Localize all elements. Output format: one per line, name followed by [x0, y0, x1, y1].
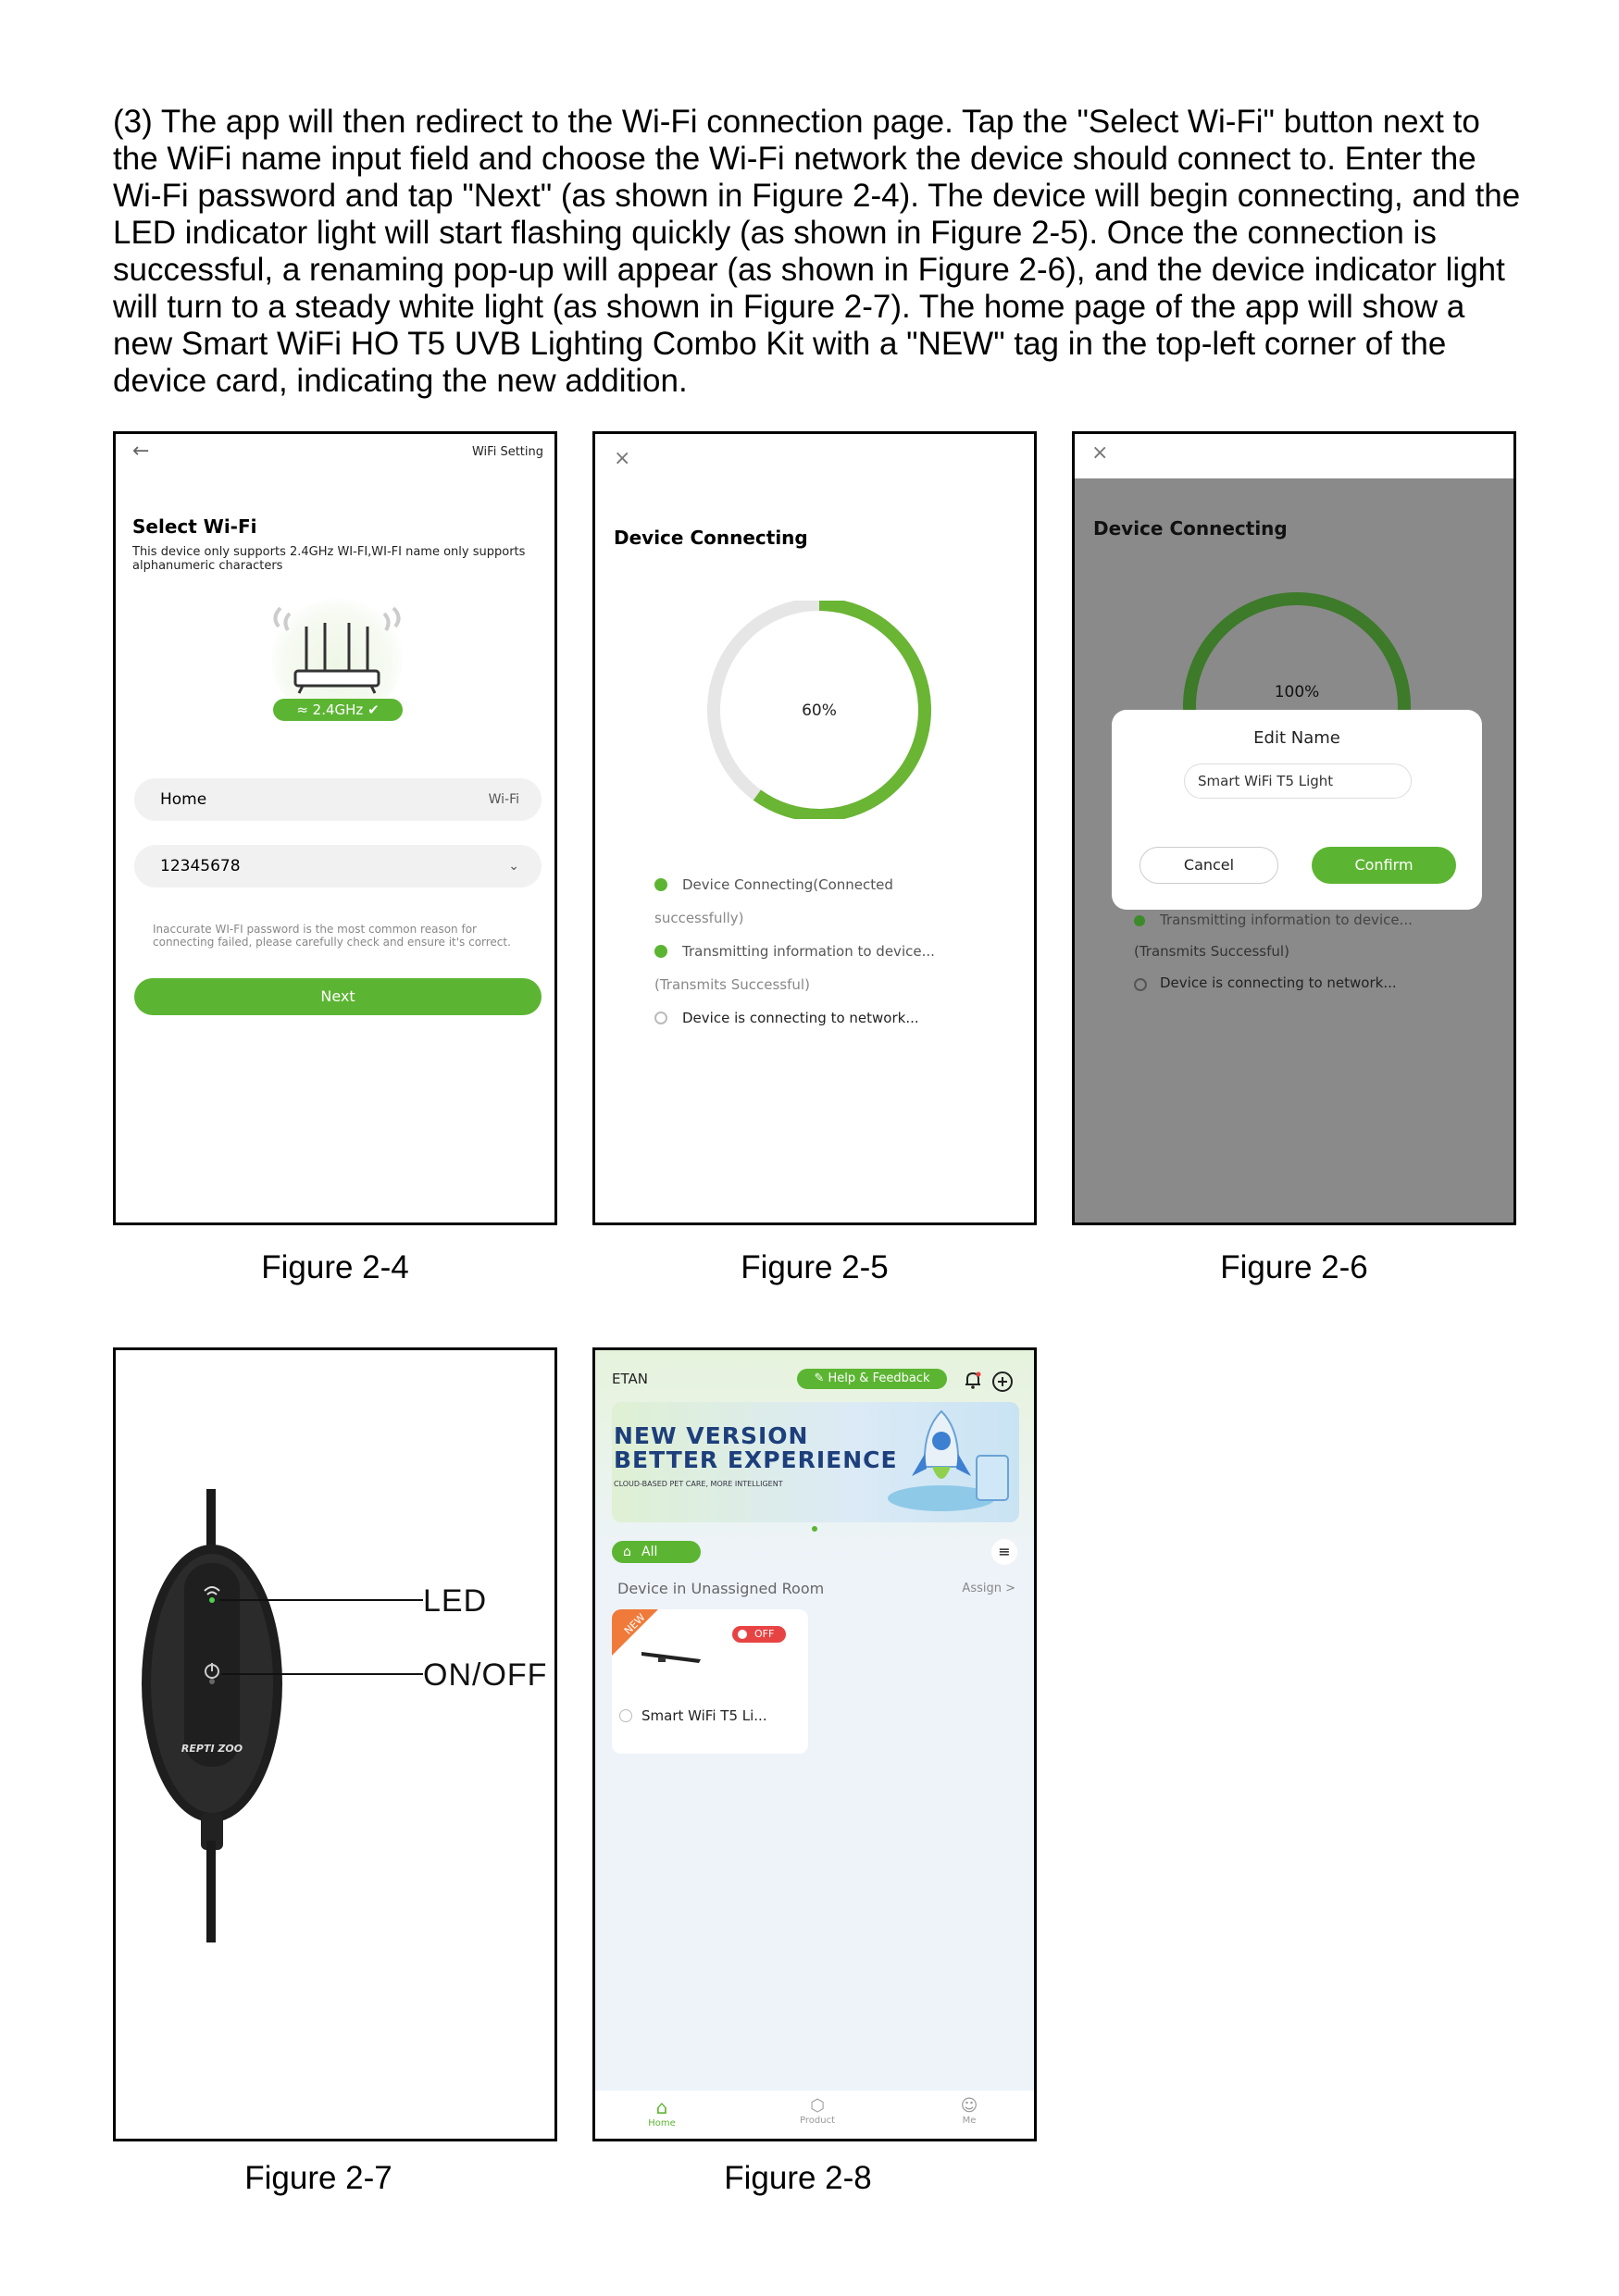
wifi-password-field[interactable]	[134, 845, 542, 887]
figure-2-4-wifi-setting	[113, 431, 557, 1225]
wifi-name-value: Home	[160, 790, 207, 809]
device-connecting-heading: Device Connecting	[1093, 517, 1288, 540]
cancel-button[interactable]: Cancel	[1140, 847, 1278, 884]
progress-ring	[699, 601, 940, 819]
dialog-title: Edit Name	[1253, 728, 1340, 748]
loading-icon	[1134, 978, 1147, 991]
figure-2-7-controller	[113, 1347, 557, 2141]
tab-me[interactable]: ☺ Me	[923, 2096, 1015, 2126]
brand-logo: REPTI ZOO	[181, 1743, 243, 1755]
bottom-tab-bar	[595, 2091, 1034, 2139]
check-icon	[1134, 915, 1145, 926]
caption-figure-2-4: Figure 2-4	[261, 1249, 409, 1285]
instruction-paragraph: (3) The app will then redirect to the Wi-Fi connection page. Tap the "Select Wi-Fi" button next to the WiFi name input field and choose the Wi-Fi network the device should connect to. Enter the Wi-Fi password and tap "Next" (as shown in Figure 2-4). The device will begin connecting, and the LED indicator light will start flashing quickly (as shown in Figure 2-5). Once the connection is successful, a renaming pop-up will appear (as shown in Figure 2-6), and the device indicator light will turn to a steady white light (as shown in Figure 2-7). The home page of the app will show a new Smart WiFi HO T5 UVB Lighting Combo Kit with a "NEW" tag in the top-left corner of the device card, indicating the new addition.	[113, 104, 1521, 399]
step-2-cont: (Transmits Successful)	[1134, 943, 1289, 960]
device-name-input[interactable]: Smart WiFi T5 Light	[1184, 763, 1412, 799]
close-icon[interactable]: ×	[614, 447, 631, 470]
caption-figure-2-5: Figure 2-5	[741, 1249, 889, 1285]
tab-home[interactable]: ⌂ Home	[616, 2096, 708, 2128]
step-2: Transmitting information to device...	[1160, 912, 1413, 928]
step-1: Device Connecting(Connected	[682, 876, 893, 893]
wifi-setting-title: WiFi Setting	[471, 445, 543, 459]
figure-2-8-home-page	[592, 1347, 1037, 2141]
select-wifi-button[interactable]: Wi-Fi	[488, 792, 519, 807]
figure-2-6-edit-name	[1072, 431, 1516, 1225]
banner-page-indicator	[812, 1526, 817, 1532]
banner-title: NEW VERSION BETTER EXPERIENCE	[614, 1422, 898, 1473]
close-icon[interactable]: ×	[1091, 441, 1109, 465]
device-card[interactable]	[612, 1609, 808, 1754]
device-name: Smart WiFi T5 Li...	[641, 1707, 767, 1724]
check-icon	[654, 945, 667, 958]
menu-icon[interactable]: ≡	[991, 1539, 1017, 1565]
led-label: LED	[423, 1583, 488, 1619]
help-feedback-button[interactable]: ✎ Help & Feedback	[797, 1369, 947, 1389]
bell-icon[interactable]	[962, 1369, 984, 1391]
top-bar	[1075, 434, 1513, 478]
figure-2-5-device-connecting	[592, 431, 1037, 1225]
caption-figure-2-6: Figure 2-6	[1220, 1249, 1368, 1285]
add-device-icon[interactable]	[991, 1371, 1014, 1393]
step-3: Device is connecting to network...	[1160, 974, 1397, 991]
password-hint: Inaccurate WI-FI password is the most common reason for connecting failed, please carefully check and ensure it's correct.	[153, 923, 511, 949]
step-1-cont: successfully)	[654, 910, 744, 926]
promo-banner[interactable]	[612, 1402, 1019, 1522]
home-icon: ⌂	[623, 1545, 631, 1559]
banner-subtitle: CLOUD-BASED PET CARE, MORE INTELLIGENT	[614, 1480, 783, 1488]
edit-name-dialog	[1112, 710, 1482, 910]
band-badge: ≈ 2.4GHz ✔	[273, 699, 403, 721]
device-connecting-heading: Device Connecting	[614, 527, 808, 549]
select-wifi-heading: Select Wi-Fi	[132, 515, 257, 538]
toggle-knob	[738, 1630, 747, 1639]
cube-icon: ⬡	[810, 2096, 825, 2116]
room-label: Device in Unassigned Room	[617, 1580, 825, 1597]
power-label: ON/OFF	[423, 1657, 548, 1693]
assign-link[interactable]: Assign >	[962, 1582, 1015, 1595]
chevron-down-icon[interactable]: ⌄	[508, 859, 519, 874]
check-icon	[654, 878, 667, 891]
caption-figure-2-8: Figure 2-8	[724, 2160, 872, 2196]
svg-text:NEW: NEW	[621, 1611, 648, 1637]
progress-percent: 100%	[1274, 683, 1320, 701]
select-radio[interactable]	[619, 1709, 632, 1722]
rocket-illustration	[877, 1402, 1019, 1522]
tab-product[interactable]: ⬡ Product	[771, 2096, 864, 2126]
step-2: Transmitting information to device...	[682, 943, 935, 960]
filter-all-button[interactable]: ⌂ All	[612, 1541, 701, 1563]
app-brand: ETAN	[612, 1371, 648, 1387]
light-fixture-image	[640, 1646, 704, 1667]
home-icon: ⌂	[655, 2096, 668, 2118]
wifi-password-value: 12345678	[160, 857, 241, 875]
step-3: Device is connecting to network...	[682, 1010, 919, 1026]
controller-illustration	[116, 1350, 557, 2141]
smile-icon: ☺	[960, 2096, 978, 2116]
next-button[interactable]: Next	[134, 978, 542, 1015]
progress-percent: 60%	[802, 701, 837, 720]
confirm-button[interactable]: Confirm	[1312, 847, 1456, 884]
power-status-badge[interactable]: OFF	[732, 1626, 786, 1643]
caption-figure-2-7: Figure 2-7	[244, 2160, 392, 2196]
step-2-cont: (Transmits Successful)	[654, 976, 810, 993]
wifi-name-field[interactable]	[134, 778, 542, 821]
loading-icon	[654, 1011, 667, 1024]
back-arrow-icon[interactable]: ←	[132, 440, 150, 463]
wifi-support-note: This device only supports 2.4GHz WI-FI,WI-FI name only supports alphanumeric characters	[132, 545, 526, 573]
